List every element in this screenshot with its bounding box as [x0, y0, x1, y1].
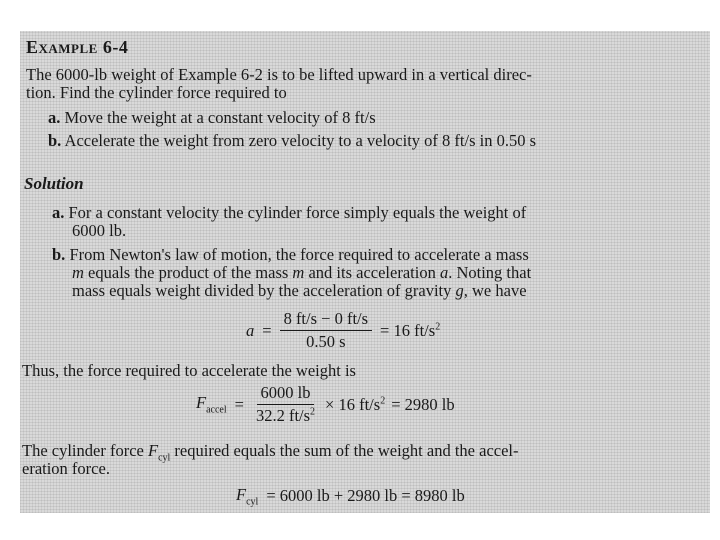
var-F: F — [236, 485, 247, 504]
cylinder-line-2: eration force. — [22, 459, 110, 478]
eq1-rhs — [380, 321, 440, 341]
text-span: mass equals weight divided by the acceleration of gravity — [72, 281, 456, 300]
solution-a-text: For a constant velocity the cylinder force simply equals the weight of — [68, 203, 527, 222]
eq1-denominator: 0.50 s — [306, 332, 346, 351]
eq2-times — [325, 395, 385, 415]
textbook-page — [20, 31, 710, 513]
intro-line-1: The 6000-lb weight of Example 6-2 is to be lifted upward in a vertical direc- — [26, 65, 532, 84]
solution-b-label: b. — [52, 245, 66, 264]
subscript: accel — [206, 404, 227, 416]
solution-b-line-1 — [52, 245, 529, 264]
superscript: 2 — [380, 395, 386, 406]
subscript: cyl — [246, 496, 259, 508]
text-span: The cylinder force — [22, 441, 148, 460]
var-m-2: m — [292, 263, 305, 282]
solution-b-line-2 — [72, 263, 531, 282]
var-g: g — [455, 281, 464, 300]
equation-force-accel — [196, 383, 455, 426]
eq2-denominator — [252, 405, 319, 426]
eq1-numerator: 8 ft/s − 0 ft/s — [280, 309, 372, 331]
eq2-fraction — [252, 383, 319, 426]
item-a-text: Move the weight at a constant velocity of 8 ft/s — [64, 108, 376, 127]
text-span: and its acceleration — [304, 263, 440, 282]
solution-b-line-3 — [72, 281, 527, 300]
item-a — [48, 108, 376, 127]
eq2-equals: = — [234, 394, 244, 414]
thus-line: Thus, the force required to accelerate the weight is — [22, 361, 356, 380]
item-b-text: Accelerate the weight from zero velocity to a velocity of 8 ft/s in 0.50 s — [64, 131, 536, 150]
equation-cylinder-force — [236, 485, 465, 507]
superscript: 2 — [310, 406, 316, 418]
var-F: F — [196, 393, 207, 413]
text-span: = 16 ft/s — [380, 320, 436, 340]
text-span: , we have — [463, 281, 527, 300]
var-m: m — [72, 263, 84, 282]
intro-line-2: tion. Find the cylinder force required to — [26, 83, 287, 102]
eq1-equals: = — [262, 320, 272, 340]
equation-acceleration — [246, 309, 440, 352]
solution-a-line-2: 6000 lb. — [72, 221, 127, 240]
solution-b-text: From Newton's law of motion, the force required to accelerate a mass — [69, 245, 529, 264]
eq2-numerator: 6000 lb — [257, 383, 315, 405]
solution-a-line-1 — [52, 203, 526, 222]
text-span: × 16 ft/s — [325, 394, 381, 414]
solution-a-label: a. — [52, 203, 65, 222]
eq2-lhs — [196, 393, 227, 415]
eq2-rhs: = 2980 lb — [391, 394, 455, 414]
var-a: a — [439, 263, 449, 282]
text-span: required equals the sum of the weight and the accel- — [170, 441, 519, 460]
eq3-lhs — [236, 485, 258, 507]
solution-heading: Solution — [24, 174, 84, 193]
eq3-rhs: = 6000 lb + 2980 lb = 8980 lb — [266, 486, 465, 506]
eq1-lhs: a — [246, 320, 255, 340]
text-span: . Noting that — [448, 263, 532, 282]
var-F: F — [147, 441, 159, 460]
item-b — [48, 131, 536, 150]
subscript: cyl — [158, 452, 171, 464]
item-b-label: b. — [48, 131, 62, 150]
example-title: Example 6-4 — [26, 37, 129, 57]
superscript: 2 — [435, 321, 441, 332]
text-span: 32.2 ft/s — [255, 406, 311, 425]
text-span: equals the product of the mass — [83, 263, 293, 282]
eq1-fraction — [280, 309, 372, 352]
item-a-label: a. — [48, 108, 61, 127]
